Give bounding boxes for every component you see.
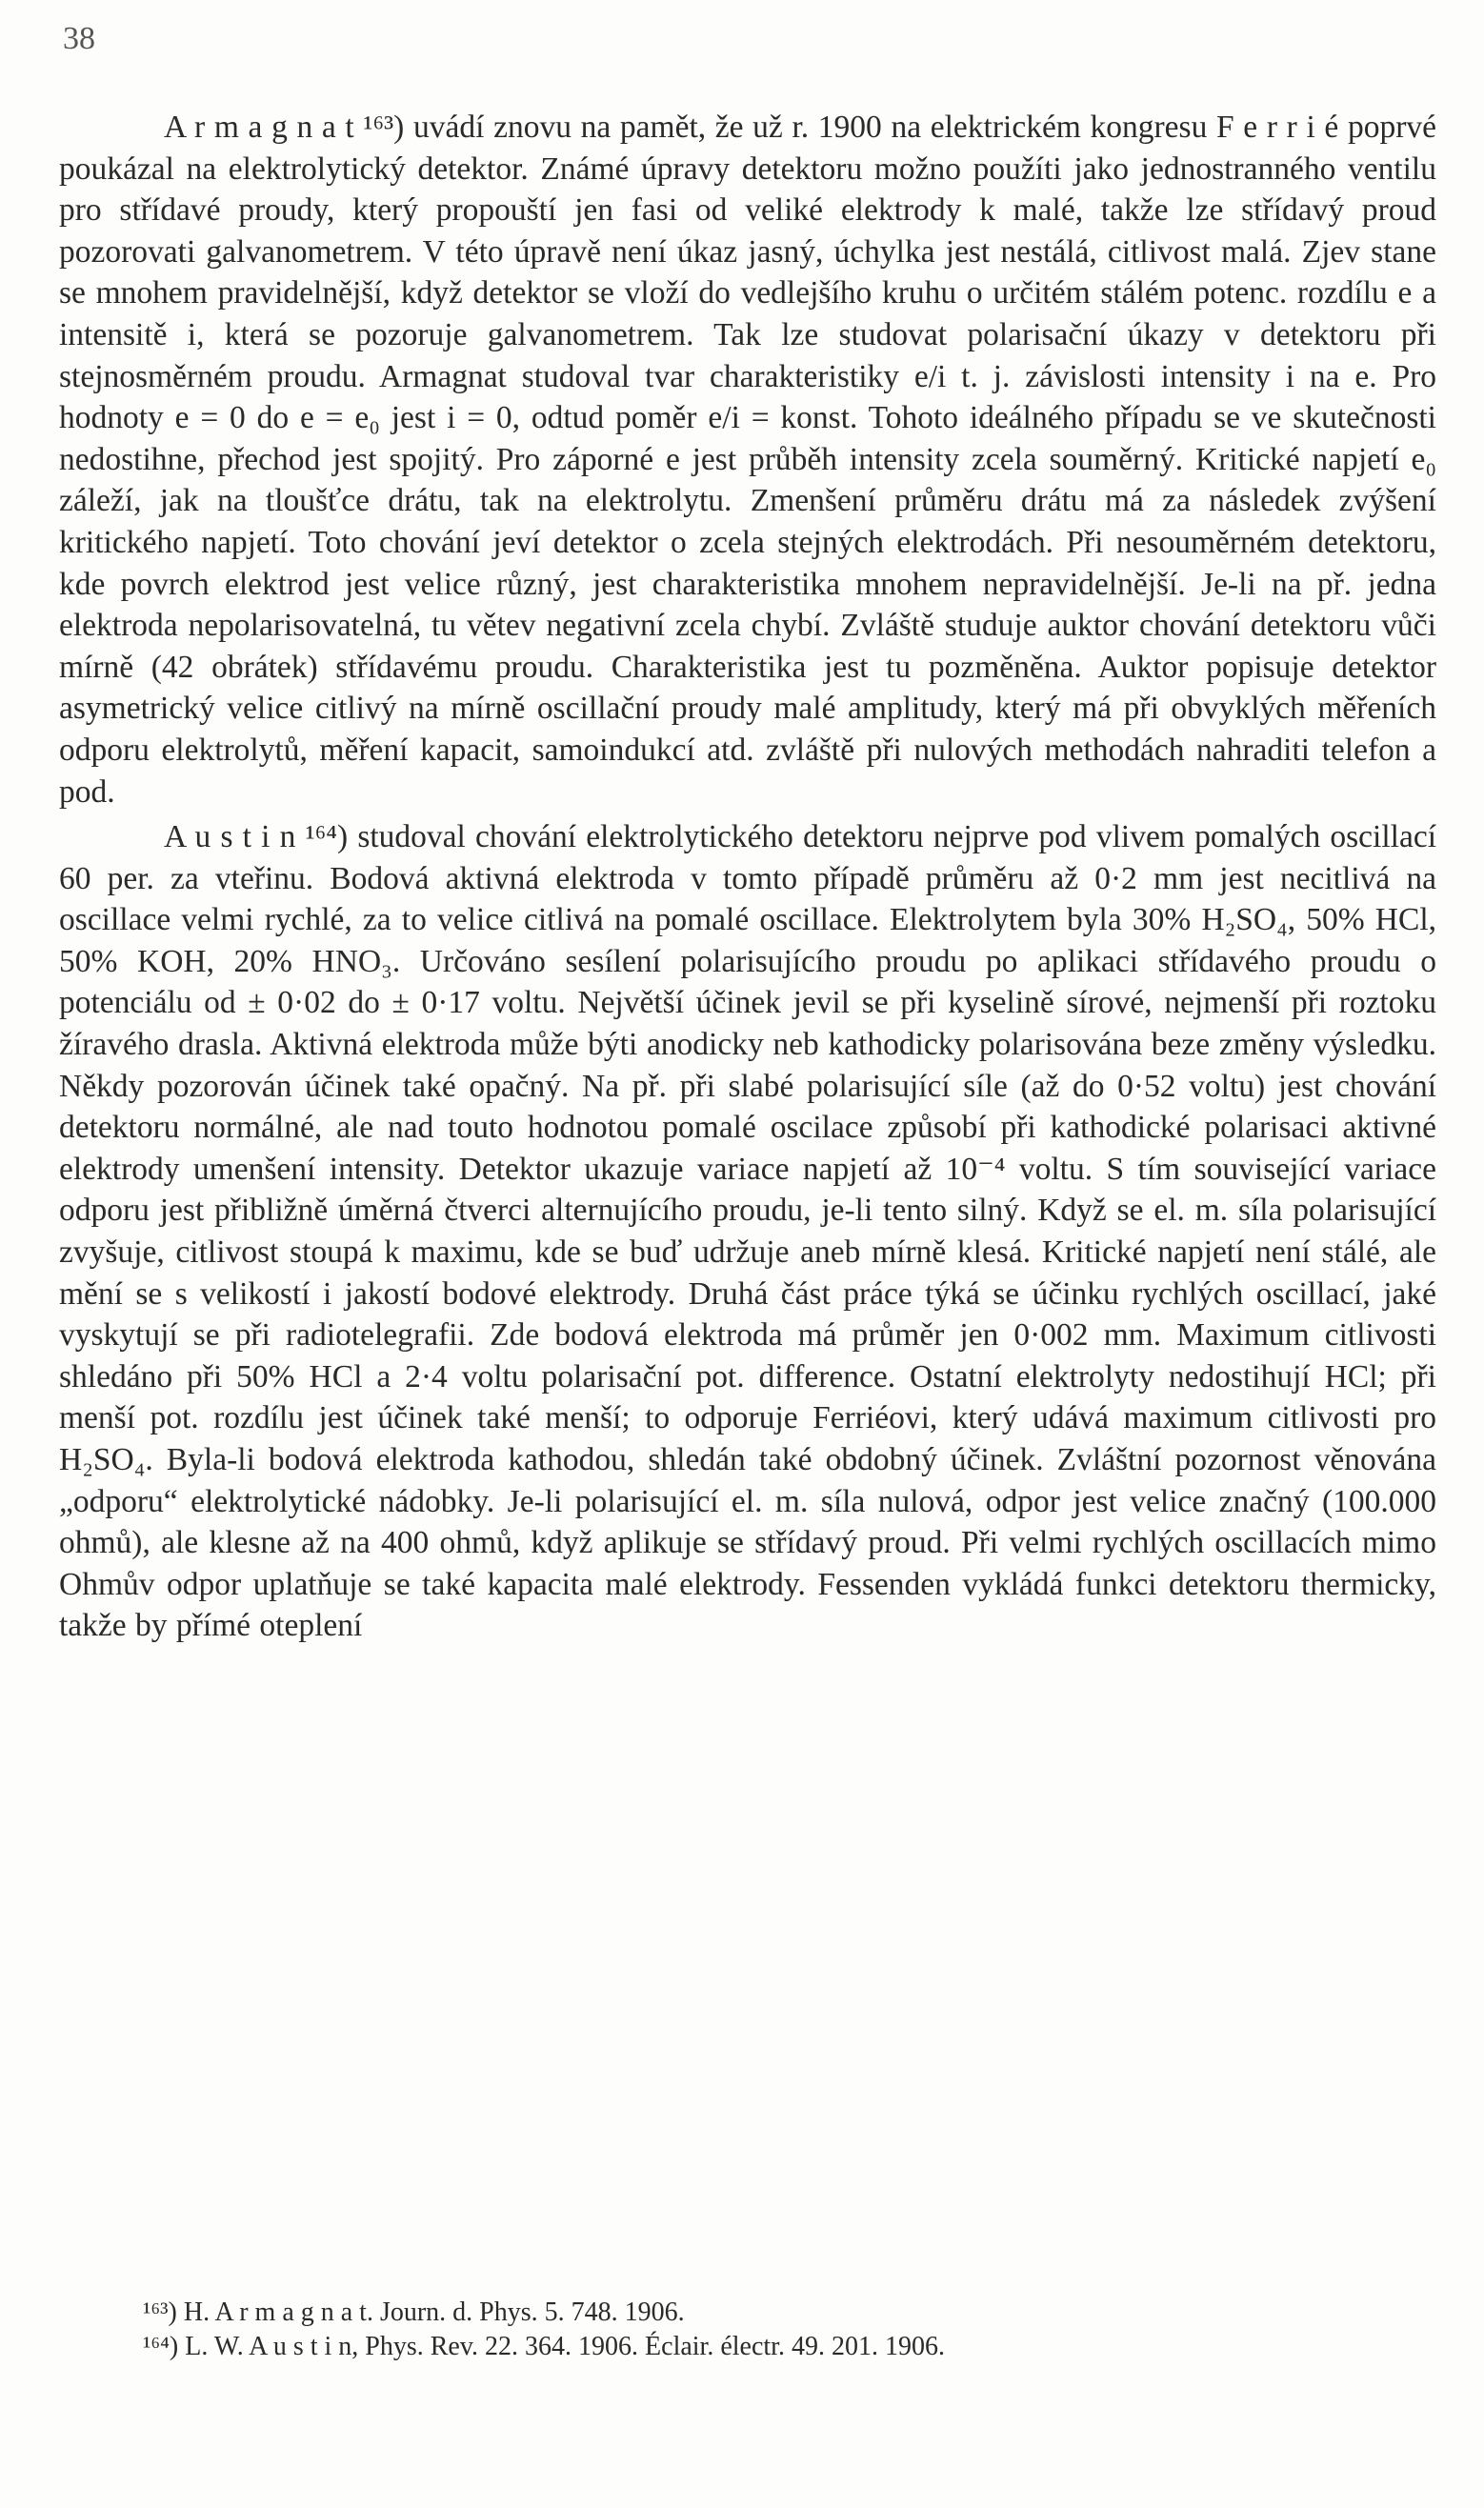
body-text	[59, 107, 1436, 1647]
footnote-164: ¹⁶⁴) L. W. A u s t i n, Phys. Rev. 22. 364. 1906. Éclair. électr. 49. 201. 1906.	[143, 2332, 945, 2361]
footnote-163: ¹⁶³) H. A r m a g n a t. Journ. d. Phys. 5. 748. 1906.	[143, 2297, 685, 2327]
paragraph-austin: A u s t i n ¹⁶⁴) studoval chování elektrolytického detektoru nejprve pod vlivem pomalých oscillací 60 per. za vteřinu. Bodová aktivná elektroda v tomto případě průměru až 0·2 mm jest necitlivá na oscillace velmi rychlé, za to velice citlivá na pomalé oscillace. Elektrolytem byla 30% H₂SO₄, 50% HCl, 50% KOH, 20% HNO₃. Určováno sesílení polarisujícího proudu po aplikaci střídavého proudu o potenciálu od ± 0·02 do ± 0·17 voltu. Největší účinek jevil se při kyselině sírové, nejmenší při roztoku žíravého drasla. Aktivná elektroda může býti anodicky neb kathodicky polarisována beze změny výsledku. Někdy pozorován účinek také opačný. Na př. při slabé polarisující síle (až do 0·52 voltu) jest chování detektoru normálné, ale nad touto hodnotou pomalé oscilace způsobí při kathodické polarisaci aktivné elektrody umenšení intensity. Detektor ukazuje variace napjetí až 10⁻⁴ voltu. S tím související variace odporu jest přibližně úměrná čtverci alternujícího proudu, je-li tento silný. Když se el. m. síla polarisující zvyšuje, citlivost stoupá k maximu, kde se buď udržuje aneb mírně klesá. Kritické napjetí není stálé, ale mění se s velikostí i jakostí bodové elektrody. Druhá část práce týká se účinku rychlých oscillací, jaké vyskytují se při radiotelegrafii. Zde bodová elektroda má průměr jen 0·002 mm. Maximum citlivosti shledáno při 50% HCl a 2·4 voltu polarisační pot. difference. Ostatní elektrolyty nedostihují HCl; při menší pot. rozdílu jest účinek také menší; to odporuje Ferriéovi, který udává maximum citlivosti pro H₂SO₄. Byla-li bodová elektroda kathodou, shledán také obdobný účinek. Zvláštní pozornost věnována „odporu“ elektrolytické nádobky. Je-li polarisující el. m. síla nulová, odpor jest velice značný (100.000 ohmů), ale klesne až na 400 ohmů, když aplikuje se střídavý proud. Při velmi rychlých oscillacích mimo Ohmův odpor uplatňuje se také kapacita malé elektrody. Fessenden vykládá funkci detektoru thermicky, takže by přímé oteplení	[59, 819, 1436, 1644]
footnotes	[143, 2296, 1419, 2364]
page-number: 38	[63, 21, 95, 56]
paragraph-armagnat: A r m a g n a t ¹⁶³) uvádí znovu na pamět, že už r. 1900 na elektrickém kongresu F e r r i é poprvé poukázal na elektrolytický detektor. Známé úpravy detektoru možno použíti jako jednostranného ventilu pro střídavé proudy, který propouští jen fasi od veliké elektrody k malé, takže lze střídavý proud pozorovati galvanometrem. V této úpravě není úkaz jasný, úchylka jest nestálá, citlivost malá. Zjev stane se mnohem pravidelnější, když detektor se vloží do vedlejšího kruhu o určitém stálém potenc. rozdílu e a intensitě i, která se pozoruje galvanometrem. Tak lze studovat polarisační úkazy v detektoru při stejnosměrném proudu. Armagnat studoval tvar charakteristiky e/i t. j. závislosti intensity i na e. Pro hodnoty e = 0 do e = e₀ jest i = 0, odtud poměr e/i = konst. Tohoto ideálného případu se ve skutečnosti nedostihne, přechod jest spojitý. Pro záporné e jest průběh intensity zcela souměrný. Kritické napjetí e₀ záleží, jak na tloušťce drátu, tak na elektrolytu. Zmenšení průměru drátu má za následek zvýšení kritického napjetí. Toto chování jeví detektor o zcela stejných elektrodách. Při nesouměrném detektoru, kde povrch elektrod jest velice různý, jest charakteristika mnohem nepravidelnější. Je-li na př. jedna elektroda nepolarisovatelná, tu větev negativní zcela chybí. Zvláště studuje auktor chování detektoru vůči mírně (42 obrátek) střídavému proudu. Charakteristika jest tu pozměněna. Auktor popisuje detektor asymetrický velice citlivý na mírně oscillační proudy malé amplitudy, který má při obvyklých měřeních odporu elektrolytů, měření kapacit, samoindukcí atd. zvláště při nulových methodách nahraditi telefon a pod.	[59, 110, 1436, 810]
